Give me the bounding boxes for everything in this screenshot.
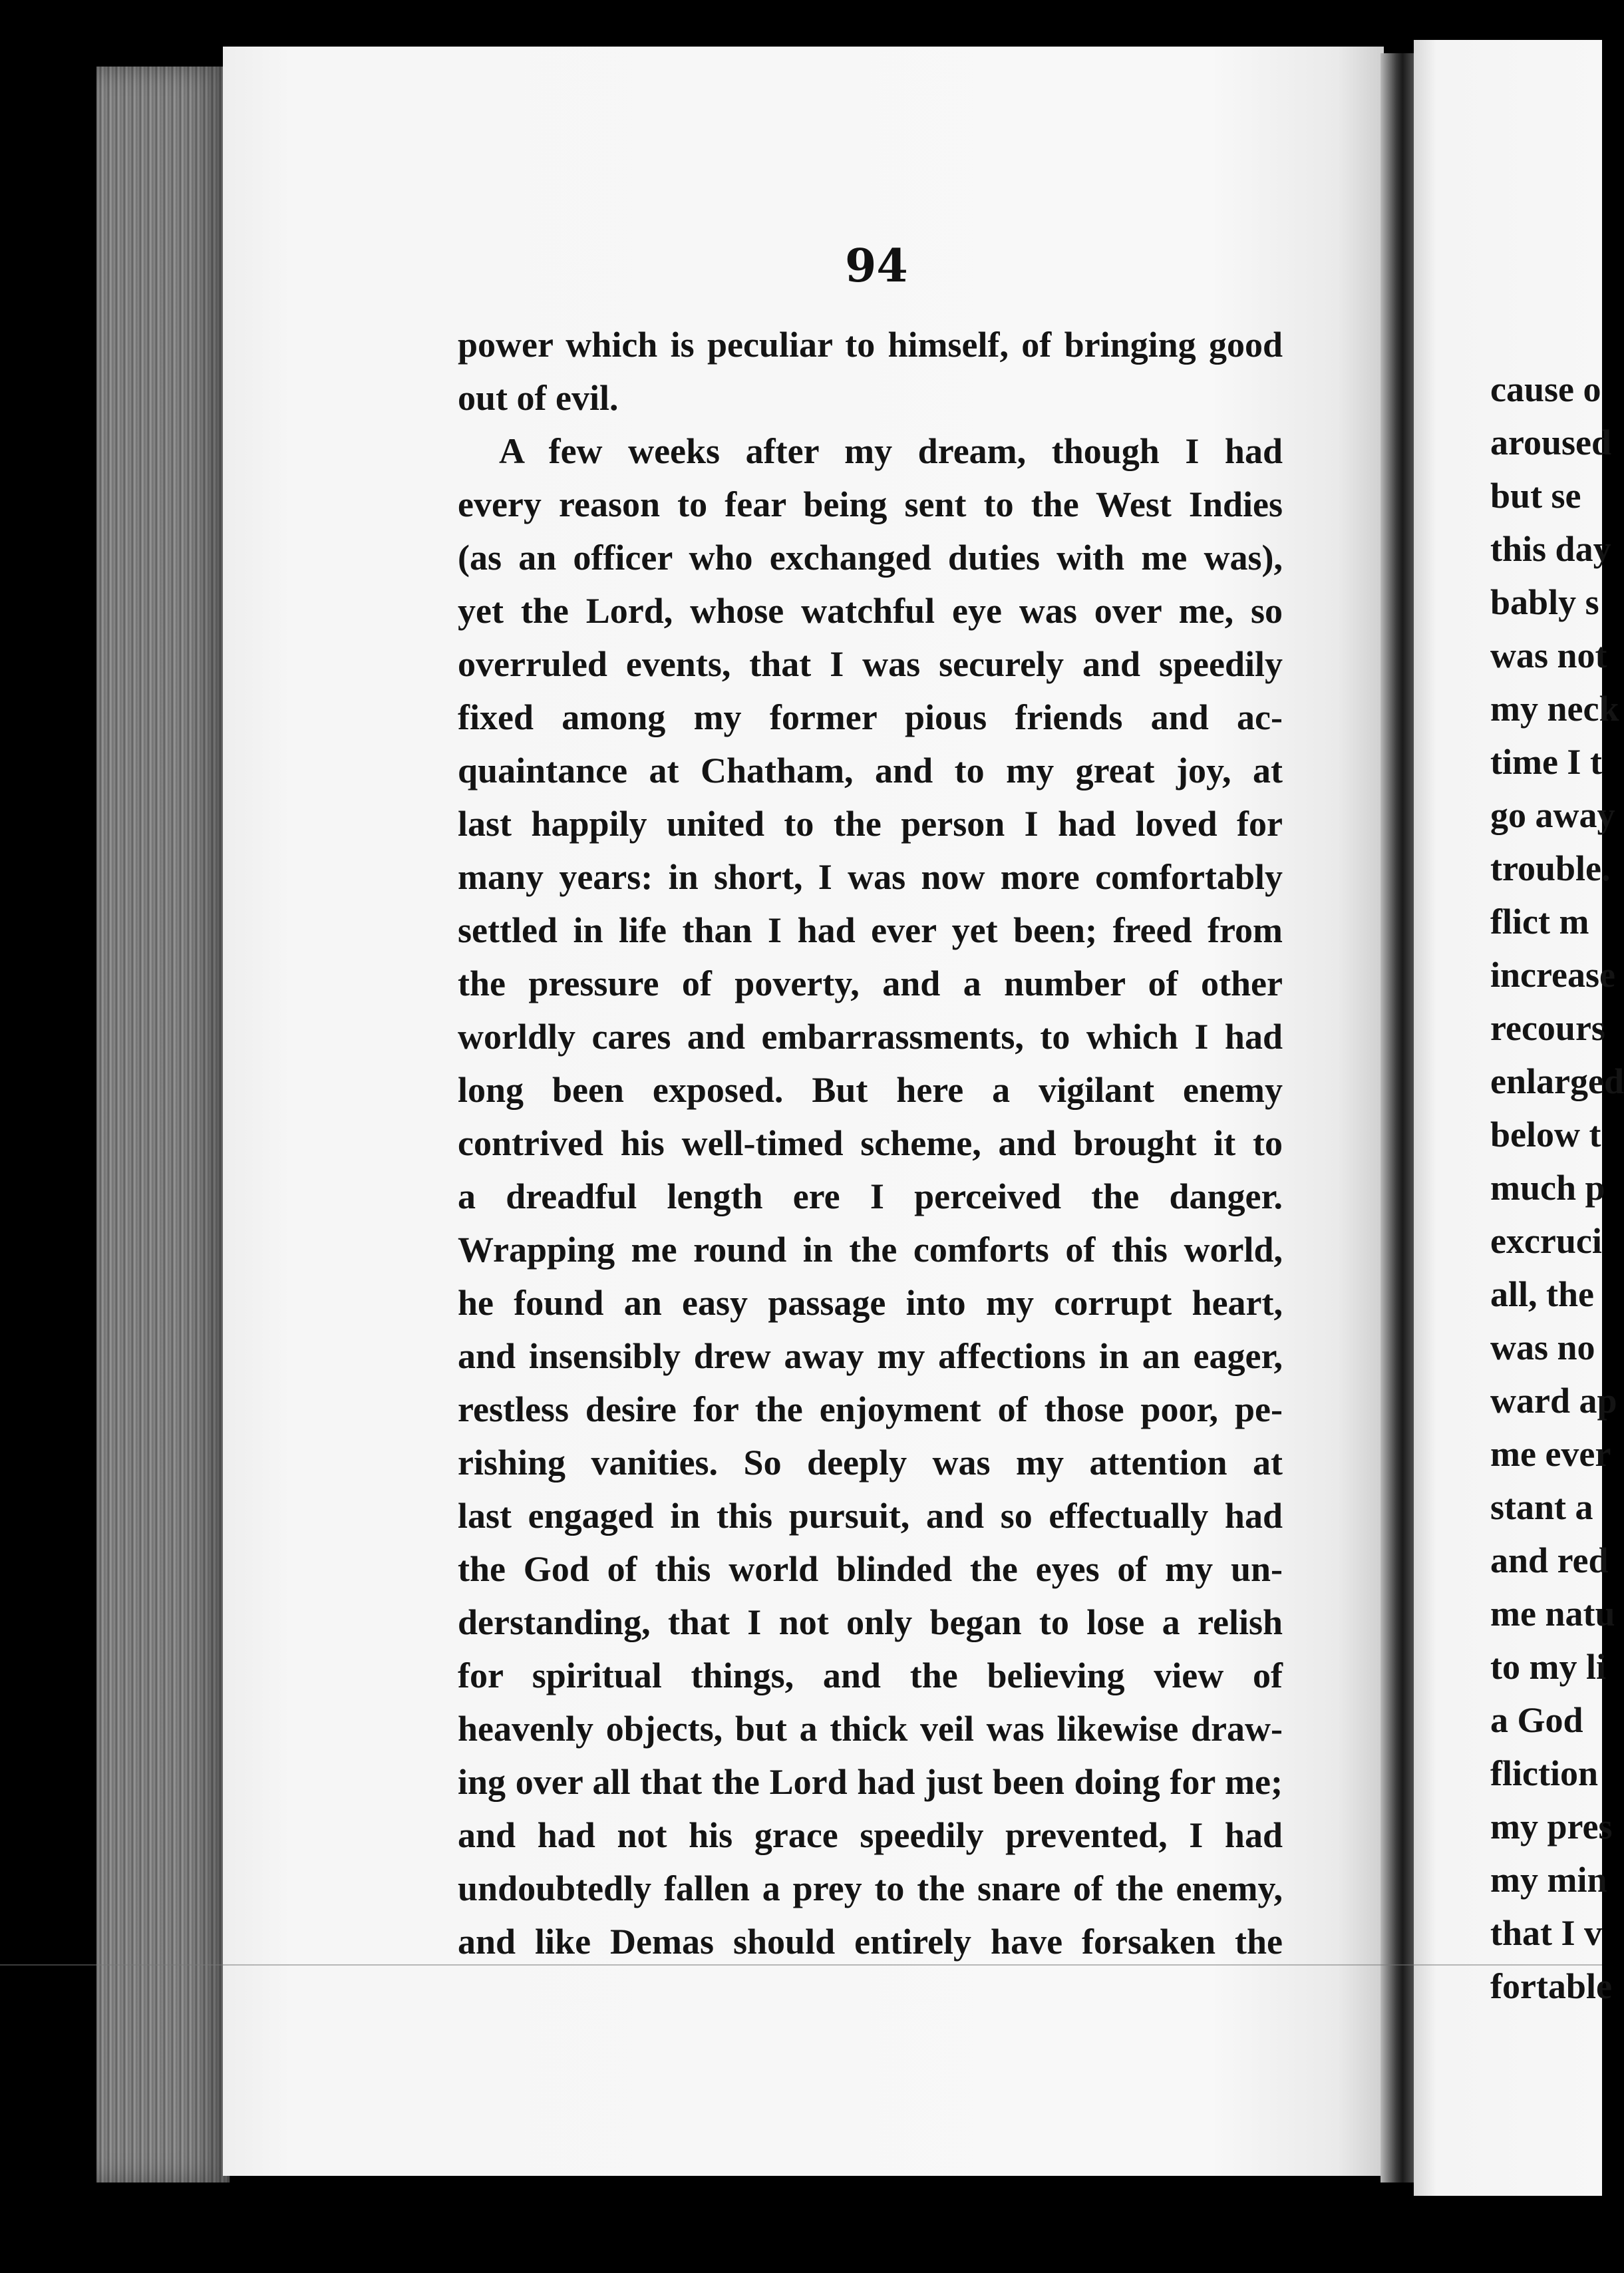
text-line: the pressure of poverty, and a number of other xyxy=(458,963,1283,1003)
text-line: last engaged in this pursuit, and so effectually had xyxy=(458,1496,1283,1536)
text-line: yet the Lord, whose watchful eye was over me, so xyxy=(458,591,1283,631)
facing-text-line: and red xyxy=(1490,1540,1609,1580)
text-line: power which is peculiar to himself, of bringing good xyxy=(458,325,1283,365)
facing-text-line: time I t xyxy=(1490,742,1602,782)
text-line: derstanding, that I not only began to lose a relish xyxy=(458,1602,1283,1642)
facing-text-line: that I v xyxy=(1490,1913,1603,1953)
text-line: the God of this world blinded the eyes of my un- xyxy=(458,1549,1283,1589)
facing-text-line: bably s xyxy=(1490,582,1599,622)
facing-text-line: stant a xyxy=(1490,1487,1593,1527)
text-line: many years: in short, I was now more comfortably xyxy=(458,857,1283,897)
text-line: and had not his grace speedily prevented, I had xyxy=(458,1815,1283,1855)
text-line: (as an officer who exchanged duties with me was), xyxy=(458,538,1283,578)
facing-text-line: a God xyxy=(1490,1700,1583,1740)
text-line: quaintance at Chatham, and to my great joy, at xyxy=(458,751,1283,790)
facing-text-line: to my li xyxy=(1490,1647,1606,1687)
facing-text-line: my pres xyxy=(1490,1807,1613,1846)
text-line: settled in life than I had ever yet been; freed from xyxy=(458,910,1283,950)
page-number: 94 xyxy=(845,240,908,293)
text-line: overruled events, that I was securely and speedily xyxy=(458,644,1283,684)
text-line: A few weeks after my dream, though I had xyxy=(499,431,1283,471)
facing-text-line: me natu xyxy=(1490,1594,1615,1634)
text-line: for spiritual things, and the believing view of xyxy=(458,1656,1283,1695)
facing-text-line: flict m xyxy=(1490,902,1589,942)
facing-text-line: increase xyxy=(1490,955,1615,995)
facing-text-line: my min xyxy=(1490,1860,1607,1900)
facing-page-text xyxy=(1490,363,1624,2013)
text-line: last happily united to the person I had loved for xyxy=(458,804,1283,844)
text-line: and like Demas should entirely have forsaken the xyxy=(458,1922,1283,1962)
text-line: every reason to fear being sent to the West Indies xyxy=(458,484,1283,524)
facing-text-line: cause o xyxy=(1490,369,1601,409)
text-line: fixed among my former pious friends and ac- xyxy=(458,697,1283,737)
text-line: Wrapping me round in the comforts of this world, xyxy=(458,1230,1283,1270)
text-line: a dreadful length ere I perceived the danger. xyxy=(458,1176,1283,1216)
facing-text-line: was no xyxy=(1490,1327,1595,1367)
text-line: long been exposed. But here a vigilant enemy xyxy=(458,1070,1283,1110)
facing-text-line: fliction xyxy=(1490,1753,1598,1793)
facing-text-line: fortable xyxy=(1490,1966,1612,2006)
facing-text-line: my neck xyxy=(1490,689,1619,729)
facing-text-line: ward ap xyxy=(1490,1381,1617,1421)
text-line: worldly cares and embarrassments, to which I had xyxy=(458,1017,1283,1057)
facing-text-line: much p xyxy=(1490,1168,1605,1208)
text-line: and insensibly drew away my affections in an eager, xyxy=(458,1336,1283,1376)
facing-text-line: below t xyxy=(1490,1115,1601,1154)
facing-text-line: recours xyxy=(1490,1008,1605,1048)
facing-page xyxy=(1414,0,1624,2273)
body-text xyxy=(458,318,1283,1968)
text-line: restless desire for the enjoyment of those poor, pe- xyxy=(458,1389,1283,1429)
text-line: out of evil. xyxy=(458,378,619,418)
facing-text-line: me ever xyxy=(1490,1434,1611,1474)
facing-text-line: this day xyxy=(1490,529,1611,569)
text-line: rishing vanities. So deeply was my attention at xyxy=(458,1443,1283,1483)
text-line: he found an easy passage into my corrupt heart, xyxy=(458,1283,1283,1323)
text-line: ing over all that the Lord had just been doing for me; xyxy=(458,1762,1283,1802)
text-line: heavenly objects, but a thick veil was likewise draw- xyxy=(458,1709,1283,1749)
page-stack-edge xyxy=(96,67,230,2183)
facing-text-line: trouble. xyxy=(1490,848,1611,888)
facing-text-line: all, the xyxy=(1490,1274,1594,1314)
facing-text-line: excruci xyxy=(1490,1221,1602,1261)
facing-text-line: but se xyxy=(1490,476,1581,516)
facing-text-line: enlarged xyxy=(1490,1061,1624,1101)
facing-text-line: go away xyxy=(1490,795,1615,835)
facing-text-line: aroused xyxy=(1490,423,1612,462)
scanner-artifact-line xyxy=(0,1964,1602,1966)
text-line: contrived his well-timed scheme, and brought it to xyxy=(458,1123,1283,1163)
facing-text-line: was not xyxy=(1490,635,1607,675)
text-line: undoubtedly fallen a prey to the snare of the enemy, xyxy=(458,1868,1283,1908)
